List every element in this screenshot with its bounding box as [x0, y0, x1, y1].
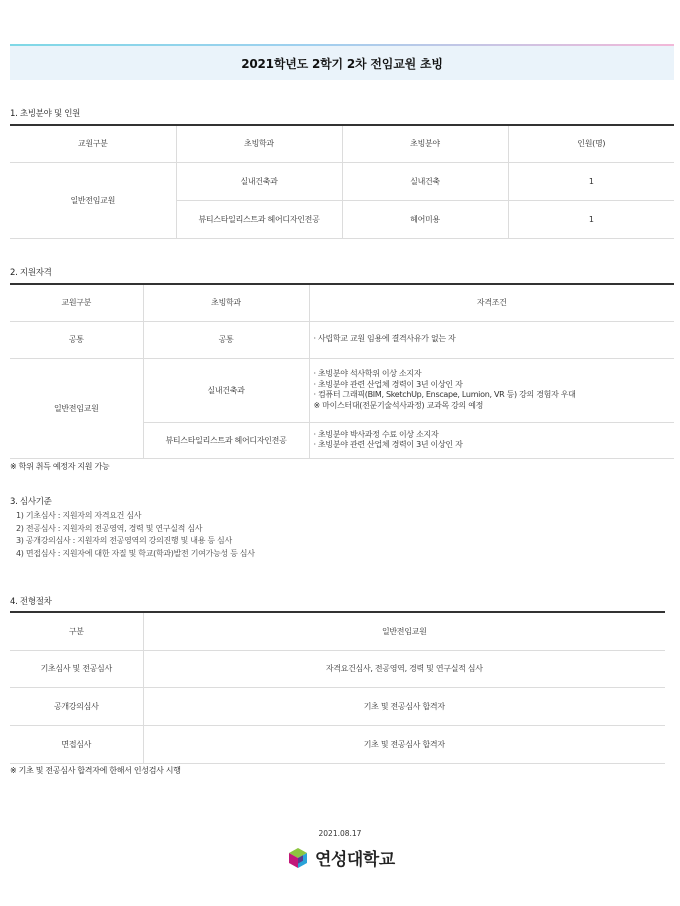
category-cell: 일반전임교원 [10, 162, 176, 238]
header-department: 초빙학과 [143, 284, 309, 321]
list-item: 2) 전공심사 : 지원자의 전공영역, 경력 및 연구실적 심사 [16, 523, 203, 533]
department-cell: 뷰티스타일리스트과 헤어디자인전공 [143, 422, 309, 458]
section1-title: 1. 초빙분야 및 인원 [10, 109, 81, 119]
table-header-row [10, 125, 674, 162]
condition-line: · 초빙분야 관련 산업체 경력이 3년 이상인 자 [313, 379, 463, 389]
department-cell: 실내건축과 [143, 358, 309, 422]
department-cell: 뷰티스타일리스트과 헤어디자인전공 [176, 200, 342, 238]
table-row [10, 358, 674, 422]
header-department: 초빙학과 [176, 125, 342, 162]
table-row [10, 321, 674, 358]
section2-note: ※ 학위 취득 예정자 지원 가능 [10, 462, 110, 471]
condition-line: · 컴퓨터 그래픽(BIM, SketchUp, Enscape, Lumion, VR 등) 강의 경험자 우대 [313, 390, 576, 399]
section3-title: 3. 심사기준 [10, 497, 52, 507]
list-item: 1) 기초심사 : 지원자의 자격요건 심사 [16, 511, 142, 520]
recruitment-table [10, 124, 674, 239]
table-header-row [10, 612, 665, 650]
university-name: 연성대학교 [315, 850, 395, 870]
category-cell: 공통 [10, 321, 143, 358]
table-row [10, 650, 665, 687]
department-cell: 공통 [143, 321, 309, 358]
header-category: 교원구분 [10, 125, 176, 162]
field-cell: 실내건축 [342, 162, 508, 200]
header-field: 초빙분야 [342, 125, 508, 162]
stage-cell: 기초심사 및 전공심사 [10, 650, 143, 687]
table-row [10, 687, 665, 725]
content-cell: 기초 및 전공심사 합격자 [143, 725, 665, 763]
count-cell: 1 [508, 200, 674, 238]
field-cell: 헤어미용 [342, 200, 508, 238]
header-count: 인원(명) [508, 125, 674, 162]
header-content: 일반전임교원 [143, 612, 665, 650]
university-logo [287, 845, 395, 870]
content-cell: 기초 및 전공심사 합격자 [143, 687, 665, 725]
stage-cell: 면접심사 [10, 725, 143, 763]
condition-line: · 초빙분야 관련 산업체 경력이 3년 이상인 자 [313, 440, 463, 449]
university-emblem-icon [287, 847, 309, 869]
header-stage: 구분 [10, 612, 143, 650]
header-condition: 자격조건 [309, 284, 674, 321]
table-row [10, 162, 674, 200]
criteria-list [16, 510, 255, 560]
procedure-table [10, 611, 665, 764]
header-category: 교원구분 [10, 284, 143, 321]
stage-cell: 공개강의심사 [10, 687, 143, 725]
condition-line: ※ 마이스터대(전문기술석사과정) 교과목 강의 예정 [313, 400, 484, 410]
count-cell: 1 [508, 162, 674, 200]
content-cell: 자격요건심사, 전공영역, 경력 및 연구실적 심사 [143, 650, 665, 687]
announcement-date: 2021.08.17 [318, 829, 362, 838]
condition-cell [309, 358, 674, 422]
qualification-table [10, 283, 674, 459]
list-item: 3) 공개강의심사 : 지원자의 전공영역의 강의진행 및 내용 등 심사 [16, 536, 232, 545]
page-title: 2021학년도 2학기 2차 전임교원 초빙 [241, 56, 443, 71]
table-header-row [10, 284, 674, 321]
condition-line: · 초빙분야 박사과정 수료 이상 소지자 [313, 429, 439, 439]
condition-cell [309, 422, 674, 458]
section4-title: 4. 전형절차 [10, 597, 52, 607]
section4-note: ※ 기초 및 전공심사 합격자에 한해서 인성검사 시행 [10, 766, 181, 775]
page-title-bar [10, 46, 674, 80]
condition-line: · 초빙분야 석사학위 이상 소지자 [313, 369, 422, 378]
section2-title: 2. 지원자격 [10, 268, 52, 278]
list-item: 4) 면접심사 : 지원자에 대한 자질 및 학교(학과)발전 기여가능성 등 심사 [16, 548, 255, 558]
category-cell: 일반전임교원 [10, 358, 143, 458]
table-row [10, 725, 665, 763]
condition-cell: · 사립학교 교원 임용에 결격사유가 없는 자 [309, 321, 674, 358]
department-cell: 실내건축과 [176, 162, 342, 200]
